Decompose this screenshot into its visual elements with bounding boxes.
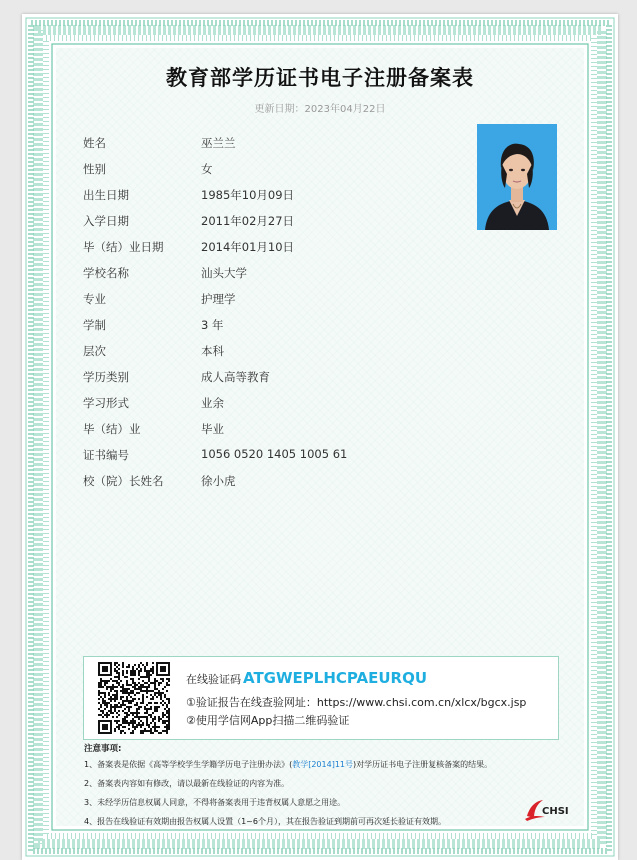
verification-app-line: ②使用学信网App扫描二维码验证: [186, 714, 350, 727]
field-value: 2014年01月10日: [201, 240, 295, 254]
note-item-2: 2、备案表内容如有修改，请以最新在线验证的内容为准。: [84, 779, 290, 788]
field-value: 汕头大学: [201, 266, 247, 280]
field-label: 毕（结）业: [83, 422, 141, 436]
field-label: 学历类别: [83, 370, 129, 384]
field-label: 入学日期: [83, 214, 129, 228]
field-value: 3 年: [201, 318, 224, 332]
field-label: 性别: [83, 162, 106, 176]
notes-heading: 注意事项:: [84, 744, 122, 754]
qr-code-graphic: [98, 662, 170, 734]
verification-box: [83, 656, 559, 740]
field-value: 护理学: [201, 292, 236, 306]
field-label: 姓名: [83, 136, 106, 150]
field-label: 学制: [83, 318, 106, 332]
document-title: 教育部学历证书电子注册备案表: [166, 66, 474, 90]
note-item-1-suffix: )对学历证书电子注册复核备案的结果。: [353, 760, 493, 769]
notes-section: [84, 742, 564, 835]
chsi-logo: [524, 798, 584, 824]
qr-code-icon[interactable]: [98, 662, 170, 734]
field-value: 业余: [201, 396, 224, 410]
verification-url-line: ①验证报告在线查验网址：https://www.chsi.com.cn/xlcx/bgcx.jsp: [186, 696, 527, 709]
chsi-logo-text: CHSI: [542, 806, 569, 817]
note-item-4: 4、报告在线验证有效期由报告权属人设置（1~6个月），其在报告验证到期前可再次延长验证有效期。: [84, 817, 446, 826]
id-photo: [477, 124, 557, 230]
field-value: 徐小虎: [201, 474, 236, 488]
field-label: 毕（结）业日期: [83, 240, 164, 254]
field-label: 学习形式: [83, 396, 129, 410]
verification-code: ATGWEPLHCPAEURQU: [243, 669, 428, 687]
field-value: 1985年10月09日: [201, 188, 295, 202]
note-item-1-prefix: 1、备案表是依据《高等学校学生学籍学历电子注册办法》(: [84, 760, 293, 769]
verification-code-label: 在线验证码: [186, 673, 241, 686]
verification-code-line: [186, 669, 427, 687]
portrait-illustration: [477, 124, 557, 230]
field-value: 2011年02月27日: [201, 214, 295, 228]
field-label: 出生日期: [83, 188, 129, 202]
field-label: 证书编号: [83, 448, 129, 462]
update-date: 更新日期：2023年04月22日: [254, 104, 386, 115]
field-value: 本科: [201, 344, 224, 358]
note-item-3: 3、未经学历信息权属人同意，不得将备案表用于违背权属人意愿之用途。: [84, 798, 346, 807]
field-value: 女: [201, 162, 213, 176]
field-label: 校（院）长姓名: [83, 474, 164, 488]
document-sheet: [22, 14, 618, 860]
field-value: 成人高等教育: [201, 370, 270, 384]
field-label: 学校名称: [83, 266, 129, 280]
regulation-link[interactable]: 教学[2014]11号: [292, 760, 353, 769]
field-value: 巫兰兰: [201, 136, 236, 150]
note-item-1: [84, 759, 564, 770]
field-value: 1056 0520 1405 1005 61: [201, 447, 348, 461]
field-label: 专业: [83, 292, 106, 306]
field-value: 毕业: [201, 422, 224, 436]
field-label: 层次: [83, 344, 106, 358]
